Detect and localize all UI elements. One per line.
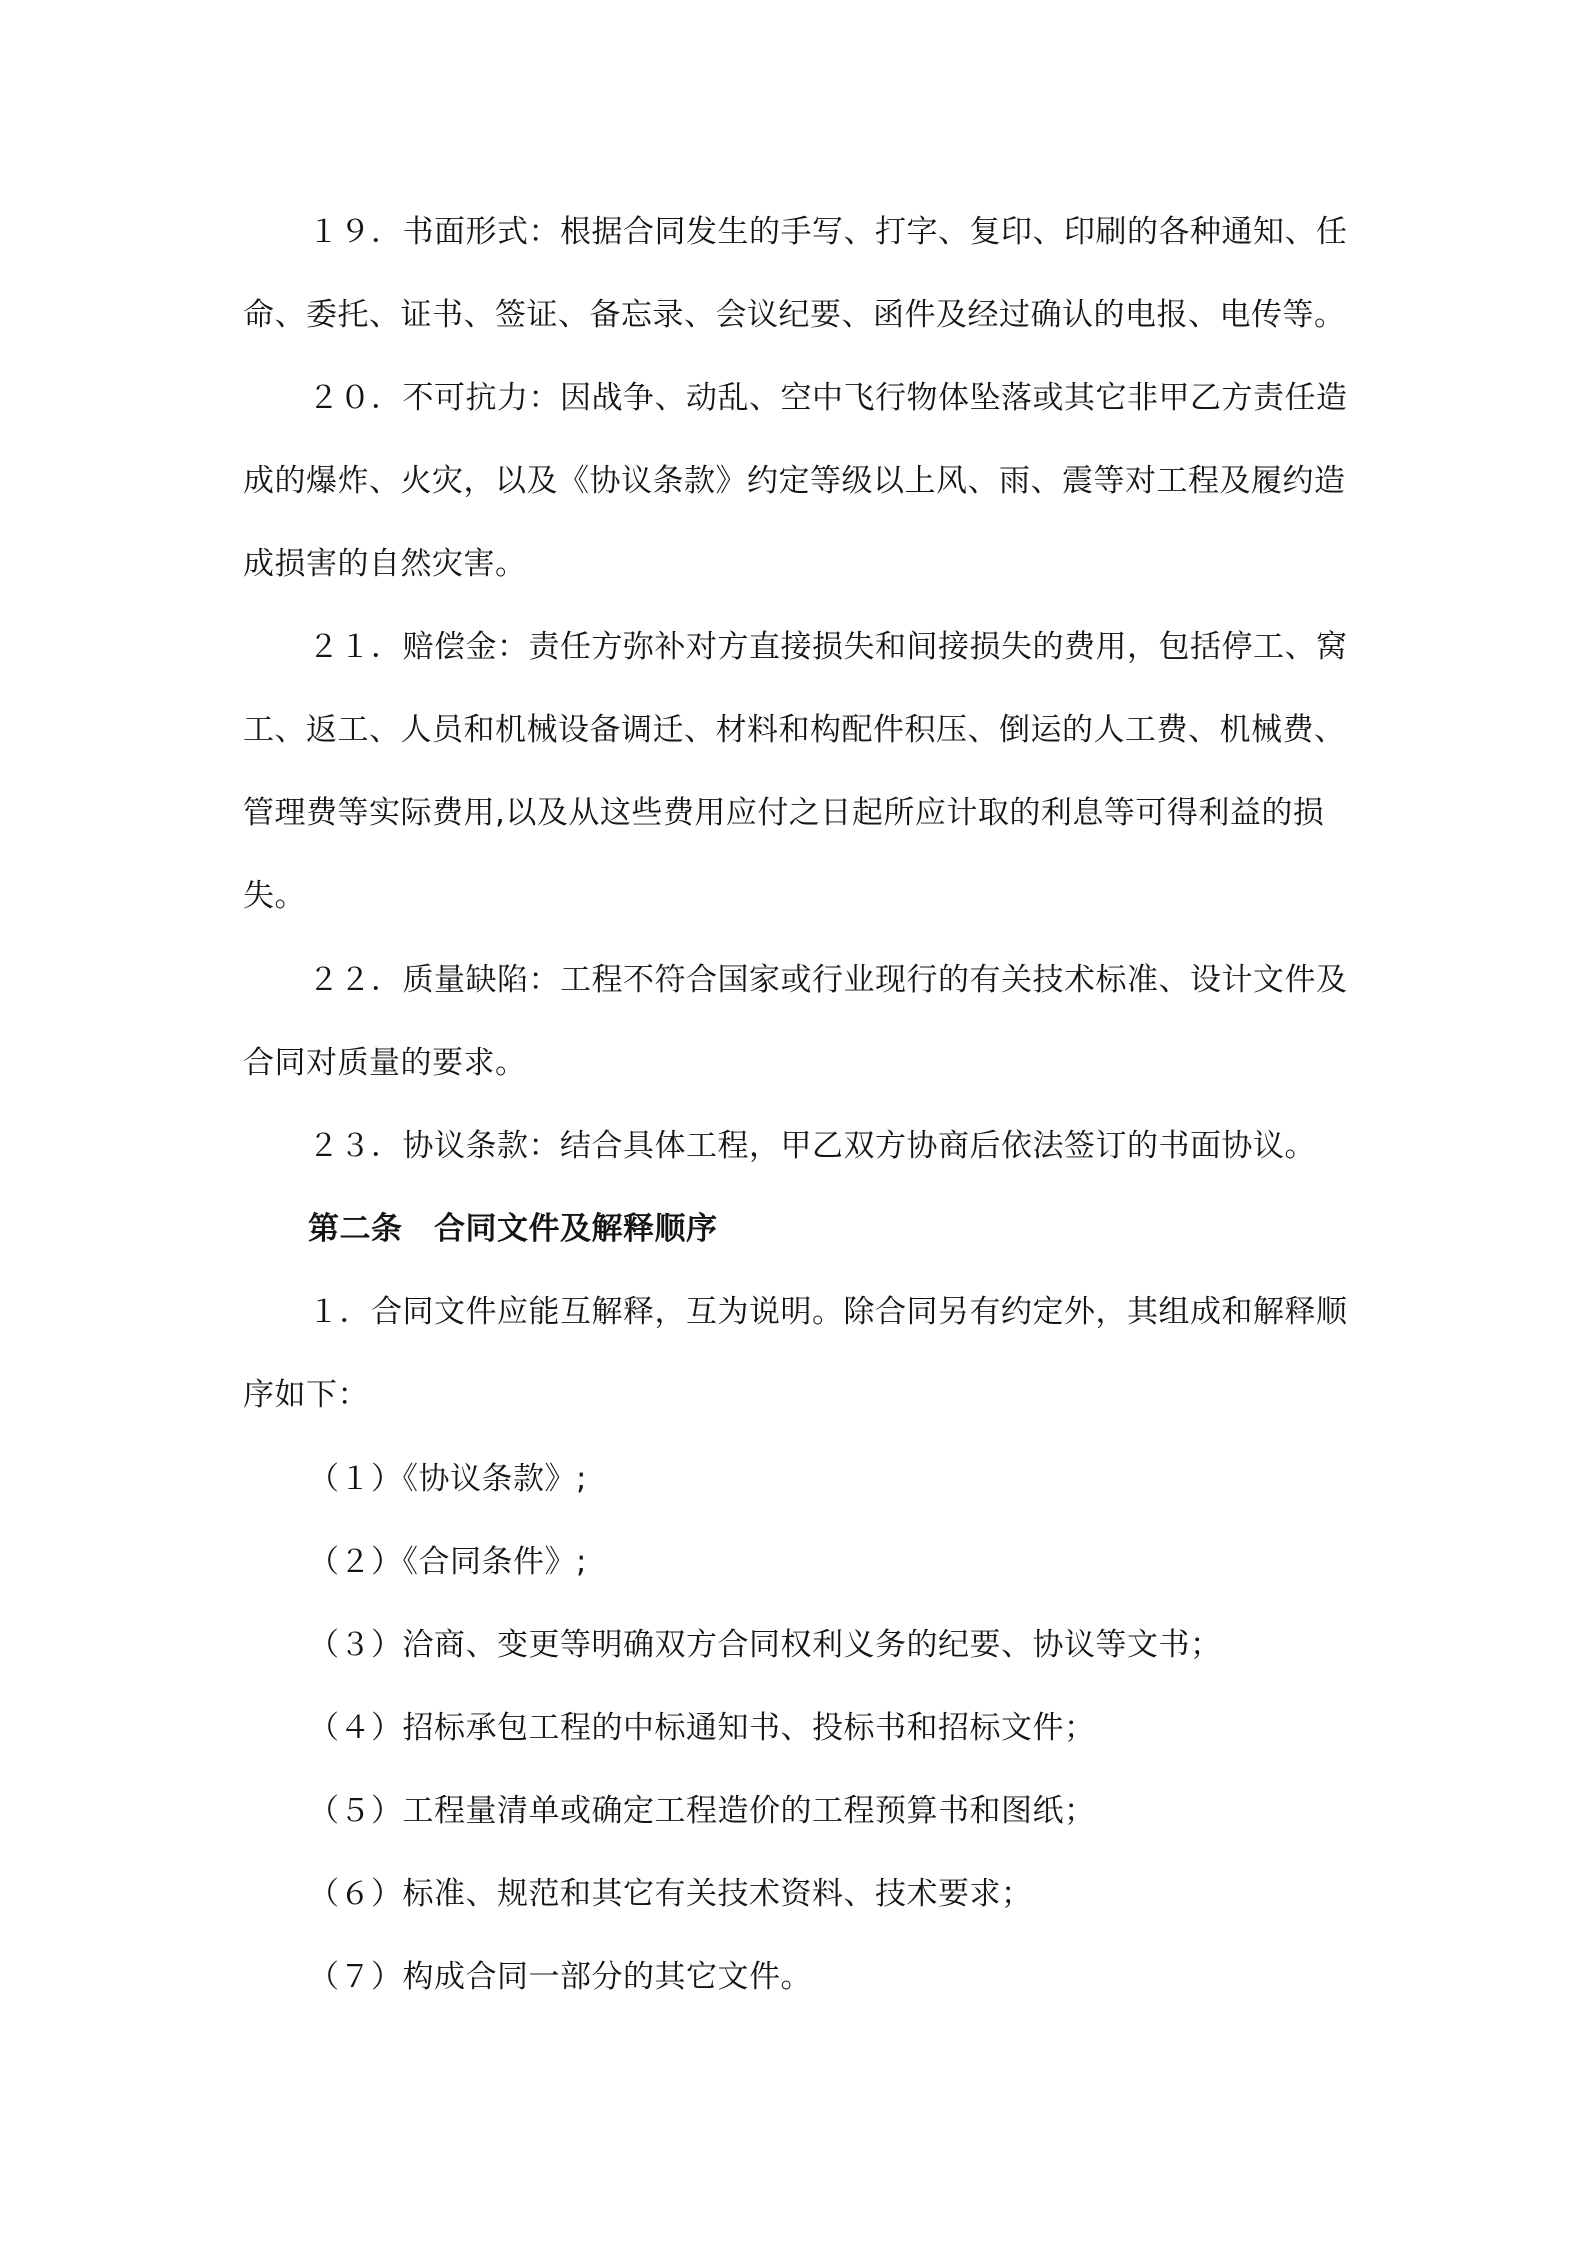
para-20-line-1: ２０．不可抗力：因战争、动乱、空中飞行物体坠落或其它非甲乙方责任造 xyxy=(308,380,1348,416)
para-23-line-1: ２３．协议条款：结合具体工程，甲乙双方协商后依法签订的书面协议。 xyxy=(308,1128,1316,1164)
para-22-line-2: 合同对质量的要求。 xyxy=(243,1045,527,1081)
intro-line-1: １．合同文件应能互解释，互为说明。除合同另有约定外，其组成和解释顺 xyxy=(308,1294,1348,1330)
list-item-3: （３）洽商、变更等明确双方合同权利义务的纪要、协议等文书； xyxy=(308,1627,1222,1663)
para-19-line-1: １９．书面形式：根据合同发生的手写、打字、复印、印刷的各种通知、任 xyxy=(308,214,1348,250)
para-22-line-1: ２２．质量缺陷：工程不符合国家或行业现行的有关技术标准、设计文件及 xyxy=(308,962,1348,998)
list-item-1: （１）《协议条款》; xyxy=(308,1461,587,1497)
para-21-line-4: 失。 xyxy=(243,878,306,914)
para-19-line-2: 命、委托、证书、签证、备忘录、会议纪要、函件及经过确认的电报、电传等。 xyxy=(243,297,1346,333)
list-item-7: （７）构成合同一部分的其它文件。 xyxy=(308,1959,812,1995)
section-heading: 第二条 合同文件及解释顺序 xyxy=(308,1211,718,1247)
list-item-6: （６）标准、规范和其它有关技术资料、技术要求； xyxy=(308,1876,1033,1912)
para-21-line-3: 管理费等实际费用,以及从这些费用应付之日起所应计取的利息等可得利益的损 xyxy=(243,795,1325,831)
list-item-5: （５）工程量清单或确定工程造价的工程预算书和图纸； xyxy=(308,1793,1096,1829)
list-item-4: （４）招标承包工程的中标通知书、投标书和招标文件； xyxy=(308,1710,1096,1746)
para-21-line-1: ２１．赔偿金：责任方弥补对方直接损失和间接损失的费用，包括停工、窝 xyxy=(308,629,1348,665)
intro-line-2: 序如下： xyxy=(243,1377,369,1413)
para-20-line-3: 成损害的自然灾害。 xyxy=(243,546,527,582)
para-21-line-2: 工、返工、人员和机械设备调迁、材料和构配件积压、倒运的人工费、机械费、 xyxy=(243,712,1346,748)
list-item-2: （２）《合同条件》; xyxy=(308,1544,587,1580)
para-20-line-2: 成的爆炸、火灾，以及《协议条款》约定等级以上风、雨、震等对工程及履约造 xyxy=(243,463,1346,499)
